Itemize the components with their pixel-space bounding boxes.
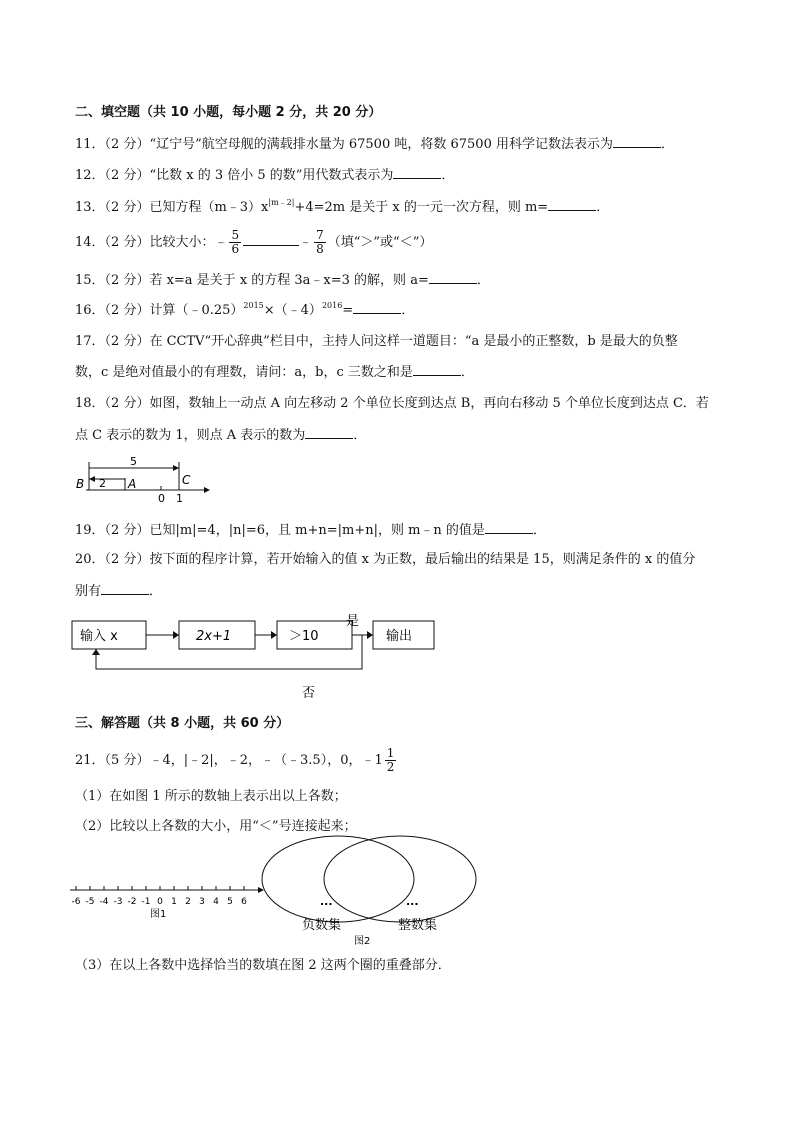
input-label: 输入 x (80, 629, 118, 644)
fraction-1-2: $\frac{1}{2}$ (386, 746, 395, 774)
question-20-line2: 别有 ． (75, 584, 163, 599)
calc-label: 2x+1 (196, 629, 232, 644)
answer-blank (393, 166, 441, 179)
tick-label: 3 (199, 897, 205, 907)
tick-label: -6 (71, 897, 81, 907)
answer-blank (548, 198, 596, 211)
answer-blank (413, 363, 461, 376)
yes-label: 是 (346, 614, 360, 629)
answer-blank (485, 521, 533, 534)
question-21-part2: （2）比较以上各数的大小，用“＜”号连接起来； (75, 819, 357, 834)
number-line-figure (72, 453, 222, 503)
fraction-5-6: $\frac{5}{6}$ (231, 228, 240, 256)
question-20-line1: 20．（2 分）按下面的程序计算，若开始输入的值 x 为正数，最后输出的结果是 15，则满足条件的 x 的值分 (75, 552, 696, 567)
dots-left: ... (320, 895, 333, 908)
question-16: 16．（2 分）计算（﹣0.25）$^{2015}$×（﹣4）$^{2016}$= ． (75, 301, 415, 318)
tick-label: 6 (241, 897, 247, 907)
tick-group (72, 886, 248, 907)
question-21-part1: （1）在如图 1 所示的数轴上表示出以上各数； (75, 789, 347, 804)
question-19: 19．（2 分）已知|m|=4，|n|=6，且 m+n=|m+n|，则 m﹣n 的值是 ． (75, 523, 546, 538)
negative-set-ellipse (262, 836, 414, 922)
tick-label: 2 (185, 897, 191, 907)
segment-label-5: 5 (130, 455, 137, 468)
tick-label: -3 (113, 897, 123, 907)
figure1-caption: 图1 (150, 909, 167, 920)
question-15: 15．（2 分）若 x=a 是关于 x 的方程 3a﹣x=3 的解，则 a= ． (75, 273, 490, 288)
question-18-line2: 点 C 表示的数为 1，则点 A 表示的数为 ． (75, 428, 367, 443)
tick-label: 4 (213, 897, 219, 907)
segment-label-2: 2 (99, 477, 106, 490)
tick-label: 5 (227, 897, 233, 907)
question-17-line2: 数，c 是绝对值最小的有理数，请问：a，b，c 三数之和是 ． (75, 365, 474, 380)
answer-blank (613, 135, 661, 148)
question-18-line1: 18．（2 分）如图，数轴上一动点 A 向左移动 2 个单位长度到达点 B，再向右移动 5 个单位长度到达点 C．若 (75, 396, 709, 411)
question-14: 14．（2 分）比较大小：﹣ $\frac{5}{6}$ ﹣ $\frac{7}{8}$ （填“＞”或“＜”） (75, 228, 433, 256)
negative-set-label: 负数集 (302, 918, 342, 933)
section3-heading: 三、解答题（共 8 小题，共 60 分） (75, 716, 290, 731)
point-c-label: C (182, 473, 191, 487)
no-label: 否 (302, 686, 316, 701)
answer-blank (101, 582, 149, 595)
integer-set-label: 整数集 (398, 918, 438, 933)
figure1-number-line (68, 880, 268, 920)
condition-label: ＞10 (289, 629, 319, 644)
figure2-caption: 图2 (354, 936, 371, 947)
tick-label: -4 (99, 897, 109, 907)
output-label: 输出 (386, 629, 413, 644)
question-11: 11．（2 分）“辽宁号”航空母舰的满载排水量为 67500 吨，将数 67500 用科学记数法表示为 ． (75, 137, 674, 152)
question-17-line1: 17．（2 分）在 CCTV“开心辞典”栏目中，主持人问这样一道题目：“a 是最小的正整数，b 是最大的负整 (75, 334, 678, 349)
question-21-part3: （3）在以上各数中选择恰当的数填在图 2 这两个圈的重叠部分． (75, 958, 451, 973)
answer-blank (429, 271, 477, 284)
tick-label: -1 (141, 897, 151, 907)
answer-blank (353, 301, 401, 314)
tick-label: 0 (157, 897, 163, 907)
tick-label: -5 (85, 897, 95, 907)
answer-blank (305, 426, 353, 439)
point-a-label: A (128, 477, 137, 491)
answer-blank (243, 233, 299, 246)
tick-label-1: 1 (176, 492, 183, 503)
tick-label: 1 (171, 897, 177, 907)
figure2-venn (258, 835, 482, 950)
dots-right: ... (406, 895, 419, 908)
tick-label-0: 0 (158, 492, 165, 503)
fraction-7-8: $\frac{7}{8}$ (316, 228, 324, 256)
integer-set-ellipse (324, 836, 476, 922)
program-flowchart (66, 611, 446, 703)
question-12: 12．（2 分）“比数 x 的 3 倍小 5 的数”用代数式表示为 ． (75, 168, 455, 183)
point-b-label: B (76, 477, 85, 491)
question-21: 21．（5 分）﹣4，|﹣2|，﹣2，﹣（﹣3.5），0，﹣1 $\frac{1}{2}$ (75, 746, 395, 774)
question-13: 13．（2 分）已知方程$(m﹣3)x^{|m﹣2|}+4=2m$ 是关于 x 的一元一次方程，则 m= ． (75, 198, 610, 215)
tick-label: -2 (127, 897, 137, 907)
section2-heading: 二、填空题（共 10 小题，每小题 2 分，共 20 分） (75, 105, 382, 120)
